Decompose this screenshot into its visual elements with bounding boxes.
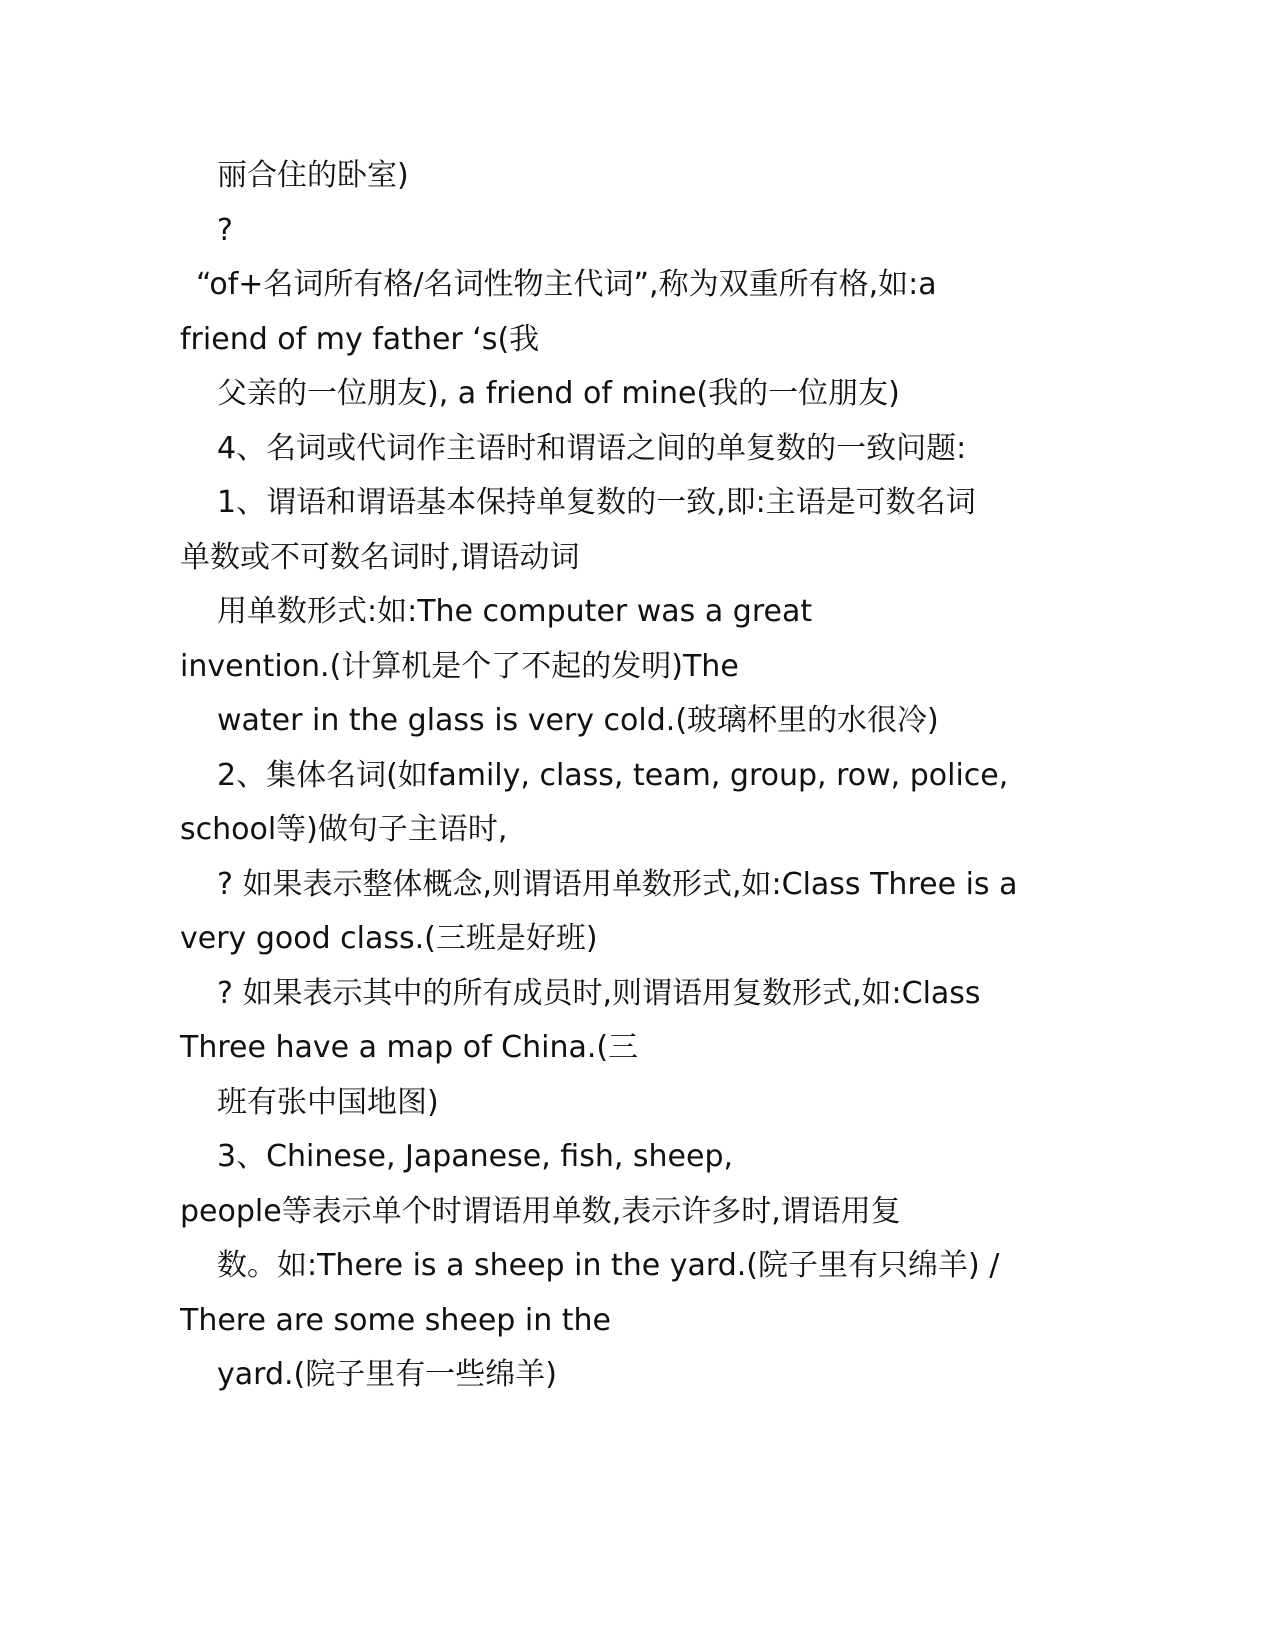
text-line: very good class.(三班是好班) — [180, 921, 598, 956]
document-body — [180, 149, 1060, 1403]
text-line: “of+名词所有格/名词性物主代词”,称为双重所有格,如:a — [196, 267, 937, 302]
text-line: 数。如:There is a sheep in the yard.(院子里有只绵羊) / — [217, 1248, 1000, 1283]
text-line: water in the glass is very cold.(玻璃杯里的水很冷) — [217, 703, 939, 738]
text-line: 班有张中国地图) — [217, 1084, 439, 1120]
text-line: 4、名词或代词作主语时和谓语之间的单复数的一致问题: — [217, 430, 967, 466]
text-line: 2、集体名词(如family, class, team, group, row, police, — [217, 757, 1009, 793]
text-line: 单数或不可数名词时,谓语动词 — [180, 539, 580, 575]
text-line: school等)做句子主语时, — [180, 812, 508, 847]
text-line: yard.(院子里有一些绵羊) — [217, 1357, 557, 1392]
text-line: friend of my father ‘s(我 — [180, 321, 540, 357]
text-line: ? — [217, 212, 233, 248]
text-line: invention.(计算机是个了不起的发明)The — [180, 648, 739, 684]
text-line: 丽合住的卧室) — [217, 158, 409, 193]
text-line: 1、谓语和谓语基本保持单复数的一致,即:主语是可数名词 — [217, 485, 976, 520]
text-line: 用单数形式:如:The computer was a great — [217, 594, 813, 629]
text-line: ? 如果表示整体概念,则谓语用单数形式,如:Class Three is a — [217, 866, 1018, 902]
text-line: Three have a map of China.(三 — [180, 1030, 639, 1065]
text-line: ? 如果表示其中的所有成员时,则谓语用复数形式,如:Class — [217, 975, 981, 1011]
text-line: 父亲的一位朋友), a friend of mine(我的一位朋友) — [217, 376, 900, 411]
text-line: 3、Chinese, Japanese, fish, sheep, — [217, 1139, 734, 1174]
text-line: There are some sheep in the — [180, 1302, 611, 1338]
text-line: people等表示单个时谓语用单数,表示许多时,谓语用复 — [180, 1193, 901, 1229]
